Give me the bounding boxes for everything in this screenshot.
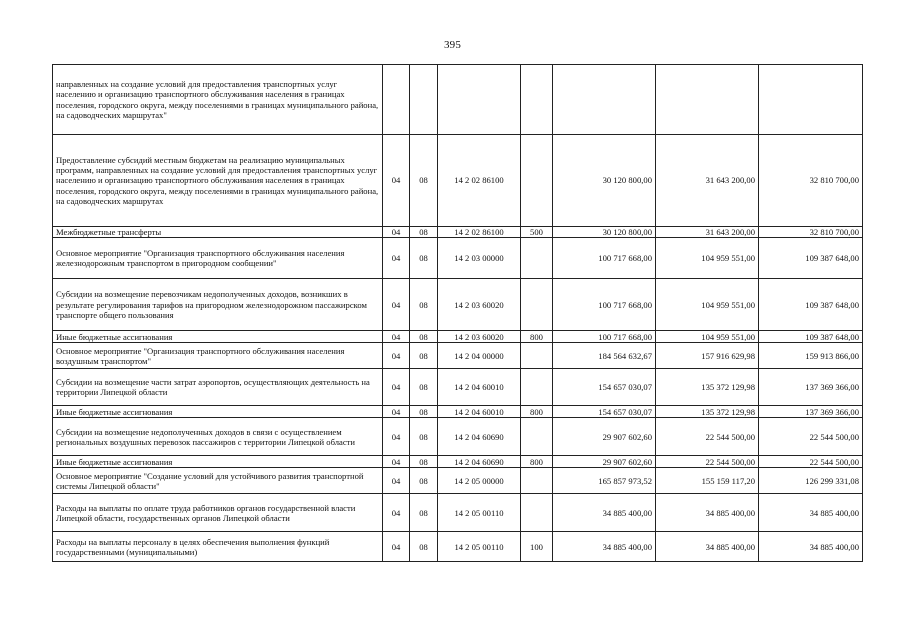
cell-amount-3: 109 387 648,00 xyxy=(759,331,863,343)
table-row xyxy=(53,406,863,418)
table-row xyxy=(53,456,863,468)
cell-section: 04 xyxy=(383,135,410,227)
cell-amount-1: 29 907 602,60 xyxy=(553,418,656,456)
cell-description: Расходы на выплаты по оплате труда работников органов государственной власти Липецкой области, государственных органов Липецкой области xyxy=(53,494,383,532)
cell-expense-type: 800 xyxy=(521,456,553,468)
cell-target-article: 14 2 03 60020 xyxy=(438,331,521,343)
cell-subsection: 08 xyxy=(410,532,438,562)
cell-amount-3 xyxy=(759,65,863,135)
cell-target-article: 14 2 03 60020 xyxy=(438,279,521,331)
cell-section: 04 xyxy=(383,331,410,343)
table-row xyxy=(53,135,863,227)
cell-target-article: 14 2 04 60690 xyxy=(438,456,521,468)
cell-subsection: 08 xyxy=(410,135,438,227)
cell-section: 04 xyxy=(383,369,410,406)
cell-section xyxy=(383,65,410,135)
cell-expense-type xyxy=(521,418,553,456)
cell-amount-1: 165 857 973,52 xyxy=(553,468,656,494)
cell-description: Иные бюджетные ассигнования xyxy=(53,456,383,468)
cell-description: Субсидии на возмещение недополученных доходов в связи с осуществлением региональных воздушных перевозок пассажиров с территории Липецкой области xyxy=(53,418,383,456)
table-row xyxy=(53,227,863,238)
cell-subsection: 08 xyxy=(410,468,438,494)
budget-table xyxy=(52,64,863,562)
table-row xyxy=(53,494,863,532)
cell-amount-2: 135 372 129,98 xyxy=(656,369,759,406)
cell-amount-3: 34 885 400,00 xyxy=(759,532,863,562)
cell-section: 04 xyxy=(383,456,410,468)
cell-description: Межбюджетные трансферты xyxy=(53,227,383,238)
cell-target-article: 14 2 02 86100 xyxy=(438,135,521,227)
cell-target-article: 14 2 04 00000 xyxy=(438,343,521,369)
cell-expense-type: 500 xyxy=(521,227,553,238)
cell-amount-2: 34 885 400,00 xyxy=(656,494,759,532)
cell-target-article: 14 2 05 00000 xyxy=(438,468,521,494)
cell-amount-1: 100 717 668,00 xyxy=(553,331,656,343)
cell-subsection: 08 xyxy=(410,227,438,238)
cell-amount-3: 137 369 366,00 xyxy=(759,406,863,418)
cell-description: Иные бюджетные ассигнования xyxy=(53,406,383,418)
cell-section: 04 xyxy=(383,279,410,331)
cell-target-article xyxy=(438,65,521,135)
cell-target-article: 14 2 04 60690 xyxy=(438,418,521,456)
cell-section: 04 xyxy=(383,238,410,279)
cell-description: Расходы на выплаты персоналу в целях обеспечения выполнения функций государственными (муниципальными) xyxy=(53,532,383,562)
table-row xyxy=(53,343,863,369)
cell-subsection: 08 xyxy=(410,343,438,369)
cell-amount-3: 137 369 366,00 xyxy=(759,369,863,406)
cell-amount-2 xyxy=(656,65,759,135)
cell-amount-3: 126 299 331,08 xyxy=(759,468,863,494)
cell-section: 04 xyxy=(383,227,410,238)
cell-description: Основное мероприятие "Организация транспортного обслуживания населения железнодорожным транспортом в пригородном сообщении" xyxy=(53,238,383,279)
cell-target-article: 14 2 05 00110 xyxy=(438,532,521,562)
cell-amount-3: 22 544 500,00 xyxy=(759,456,863,468)
cell-amount-1: 29 907 602,60 xyxy=(553,456,656,468)
cell-subsection xyxy=(410,65,438,135)
cell-subsection: 08 xyxy=(410,279,438,331)
cell-amount-3: 34 885 400,00 xyxy=(759,494,863,532)
cell-amount-2: 31 643 200,00 xyxy=(656,227,759,238)
cell-description: Субсидии на возмещение части затрат аэропортов, осуществляющих деятельность на территории Липецкой области xyxy=(53,369,383,406)
cell-expense-type xyxy=(521,369,553,406)
cell-amount-1: 34 885 400,00 xyxy=(553,532,656,562)
cell-expense-type xyxy=(521,343,553,369)
cell-amount-1: 34 885 400,00 xyxy=(553,494,656,532)
cell-amount-1: 100 717 668,00 xyxy=(553,279,656,331)
table-body xyxy=(53,65,863,562)
cell-section: 04 xyxy=(383,343,410,369)
cell-description: Предоставление субсидий местным бюджетам на реализацию муниципальных программ, направленных на создание условий для предоставления транспортных услуг населению и организацию транспортного обслуживания населения в границах поселения, городского округа, между поселениями в границах муниципального района, на садоводческих маршрутах xyxy=(53,135,383,227)
cell-section: 04 xyxy=(383,468,410,494)
cell-section: 04 xyxy=(383,418,410,456)
cell-amount-2: 31 643 200,00 xyxy=(656,135,759,227)
table-row xyxy=(53,238,863,279)
cell-section: 04 xyxy=(383,532,410,562)
cell-subsection: 08 xyxy=(410,456,438,468)
cell-amount-2: 34 885 400,00 xyxy=(656,532,759,562)
cell-target-article: 14 2 05 00110 xyxy=(438,494,521,532)
table-row xyxy=(53,279,863,331)
table-row xyxy=(53,532,863,562)
table-row xyxy=(53,331,863,343)
cell-amount-2: 104 959 551,00 xyxy=(656,279,759,331)
table-row xyxy=(53,468,863,494)
cell-expense-type xyxy=(521,279,553,331)
cell-expense-type: 800 xyxy=(521,331,553,343)
cell-description: Иные бюджетные ассигнования xyxy=(53,331,383,343)
cell-amount-1: 100 717 668,00 xyxy=(553,238,656,279)
cell-amount-1: 154 657 030,07 xyxy=(553,406,656,418)
cell-subsection: 08 xyxy=(410,331,438,343)
cell-amount-2: 104 959 551,00 xyxy=(656,238,759,279)
cell-amount-1: 154 657 030,07 xyxy=(553,369,656,406)
cell-description: направленных на создание условий для предоставления транспортных услуг населению и организацию транспортного обслуживания населения в границах поселения, городского округа, между поселениями в границах муниципального района, на садоводческих маршрутах" xyxy=(53,65,383,135)
cell-amount-3: 32 810 700,00 xyxy=(759,227,863,238)
cell-amount-2: 104 959 551,00 xyxy=(656,331,759,343)
cell-subsection: 08 xyxy=(410,418,438,456)
page-number: 395 xyxy=(443,39,462,51)
cell-expense-type: 800 xyxy=(521,406,553,418)
cell-target-article: 14 2 04 60010 xyxy=(438,406,521,418)
cell-subsection: 08 xyxy=(410,369,438,406)
cell-section: 04 xyxy=(383,406,410,418)
cell-amount-1 xyxy=(553,65,656,135)
cell-subsection: 08 xyxy=(410,494,438,532)
cell-subsection: 08 xyxy=(410,406,438,418)
cell-description: Основное мероприятие "Организация транспортного обслуживания населения воздушным транспортом" xyxy=(53,343,383,369)
cell-target-article: 14 2 04 60010 xyxy=(438,369,521,406)
cell-amount-1: 184 564 632,67 xyxy=(553,343,656,369)
cell-target-article: 14 2 03 00000 xyxy=(438,238,521,279)
cell-expense-type: 100 xyxy=(521,532,553,562)
cell-amount-3: 32 810 700,00 xyxy=(759,135,863,227)
cell-amount-2: 22 544 500,00 xyxy=(656,456,759,468)
table-row xyxy=(53,418,863,456)
cell-expense-type xyxy=(521,494,553,532)
cell-subsection: 08 xyxy=(410,238,438,279)
cell-description: Основное мероприятие "Создание условий для устойчивого развития транспортной системы Липецкой области" xyxy=(53,468,383,494)
cell-amount-1: 30 120 800,00 xyxy=(553,135,656,227)
cell-expense-type xyxy=(521,238,553,279)
cell-amount-2: 157 916 629,98 xyxy=(656,343,759,369)
cell-amount-3: 109 387 648,00 xyxy=(759,238,863,279)
cell-amount-2: 155 159 117,20 xyxy=(656,468,759,494)
cell-target-article: 14 2 02 86100 xyxy=(438,227,521,238)
cell-amount-3: 159 913 866,00 xyxy=(759,343,863,369)
cell-amount-2: 22 544 500,00 xyxy=(656,418,759,456)
table-row xyxy=(53,65,863,135)
cell-section: 04 xyxy=(383,494,410,532)
cell-expense-type xyxy=(521,65,553,135)
cell-amount-3: 109 387 648,00 xyxy=(759,279,863,331)
cell-amount-2: 135 372 129,98 xyxy=(656,406,759,418)
cell-expense-type xyxy=(521,135,553,227)
cell-amount-1: 30 120 800,00 xyxy=(553,227,656,238)
cell-description: Субсидии на возмещение перевозчикам недополученных доходов, возникших в результате регулирования тарифов на пригородном железнодорожном пассажирском транспорте общего пользования xyxy=(53,279,383,331)
cell-amount-3: 22 544 500,00 xyxy=(759,418,863,456)
table-row xyxy=(53,369,863,406)
cell-expense-type xyxy=(521,468,553,494)
